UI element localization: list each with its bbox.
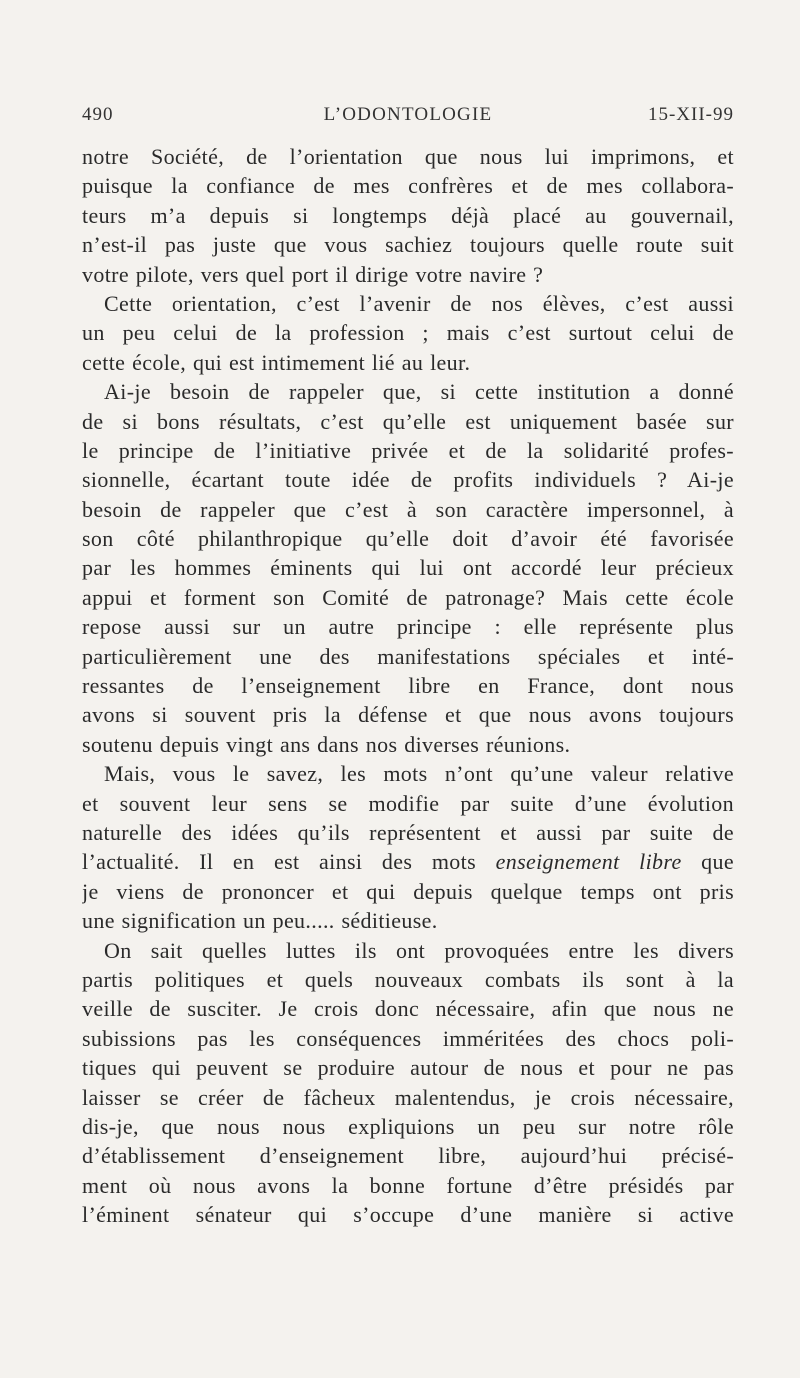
text-line: soutenu depuis vingt ans dans nos diverses réunions.: [82, 731, 571, 757]
book-page: [82, 104, 734, 1229]
text-line: ment où nous avons la bonne fortune d’être présidés par: [82, 1172, 734, 1198]
text-line: par les hommes éminents qui lui ont accordé leur précieux: [82, 555, 734, 581]
text-line: repose aussi sur un autre principe : elle représente plus: [82, 614, 734, 640]
text-line: et souvent leur sens se modifie par suite d’une évolution: [82, 790, 734, 816]
text-line: d’établissement d’enseignement libre, aujourd’hui précisé-: [82, 1143, 734, 1169]
text-segment: l’actualité. Il en est ainsi des mots: [82, 849, 496, 875]
text-line: [82, 847, 734, 876]
text-line: particulièrement une des manifestations spéciales et inté-: [82, 643, 734, 669]
text-line: je viens de prononcer et qui depuis quelque temps ont pris: [82, 878, 734, 904]
text-segment: que: [681, 849, 734, 875]
text-line: Ai-je besoin de rappeler que, si cette institution a donné: [104, 379, 734, 405]
text-line: cette école, qui est intimement lié au leur.: [82, 349, 471, 375]
text-line: de si bons résultats, c’est qu’elle est uniquement basée sur: [82, 408, 734, 434]
text-line: ressantes de l’enseignement libre en France, dont nous: [82, 673, 734, 699]
text-line: un peu celui de la profession ; mais c’est surtout celui de: [82, 320, 734, 346]
text-line: besoin de rappeler que c’est à son caractère impersonnel, à: [82, 496, 734, 522]
text-line: avons si souvent pris la défense et que nous avons toujours: [82, 702, 734, 728]
journal-title: L’ODONTOLOGIE: [323, 104, 493, 125]
text-line: tiques qui peuvent se produire autour de nous et pour ne pas: [82, 1055, 734, 1081]
body-text: [82, 142, 734, 1229]
text-line: partis politiques et quels nouveaux combats ils sont à la: [82, 966, 734, 992]
text-line: sionnelle, écartant toute idée de profits individuels ? Ai-je: [82, 467, 734, 493]
text-line: Mais, vous le savez, les mots n’ont qu’une valeur relative: [104, 761, 734, 787]
text-line: dis-je, que nous nous expliquions un peu sur notre rôle: [82, 1113, 734, 1139]
text-line: son côté philanthropique qu’elle doit d’avoir été favorisée: [82, 526, 734, 552]
text-line: appui et forment son Comité de patronage? Mais cette école: [82, 584, 734, 610]
text-line: laisser se créer de fâcheux malentendus, je crois nécessaire,: [82, 1084, 734, 1110]
italic-phrase: enseignement libre: [495, 849, 682, 875]
text-line: le principe de l’initiative privée et de la solidarité profes-: [82, 437, 734, 463]
text-line: veille de susciter. Je crois donc nécessaire, afin que nous ne: [82, 996, 734, 1022]
text-line: une signification un peu..... séditieuse.: [82, 908, 438, 934]
running-head: [82, 104, 734, 132]
text-line: On sait quelles luttes ils ont provoquées entre les divers: [104, 937, 734, 963]
issue-date: 15-XII-99: [647, 104, 734, 125]
text-line: teurs m’a depuis si longtemps déjà placé au gouvernail,: [82, 202, 734, 228]
text-line: votre pilote, vers quel port il dirige votre navire ?: [82, 261, 544, 287]
text-line: Cette orientation, c’est l’avenir de nos élèves, c’est aussi: [104, 290, 734, 316]
text-line: notre Société, de l’orientation que nous lui imprimons, et: [82, 144, 734, 169]
text-line: puisque la confiance de mes confrères et de mes collabora-: [82, 173, 734, 199]
text-line: n’est-il pas juste que vous sachiez toujours quelle route suit: [82, 232, 734, 258]
page-number: 490: [82, 104, 114, 125]
text-line: l’éminent sénateur qui s’occupe d’une manière si active: [82, 1202, 734, 1228]
text-line: naturelle des idées qu’ils représentent et aussi par suite de: [82, 819, 734, 845]
text-line: subissions pas les conséquences imméritées des chocs poli-: [82, 1025, 734, 1051]
